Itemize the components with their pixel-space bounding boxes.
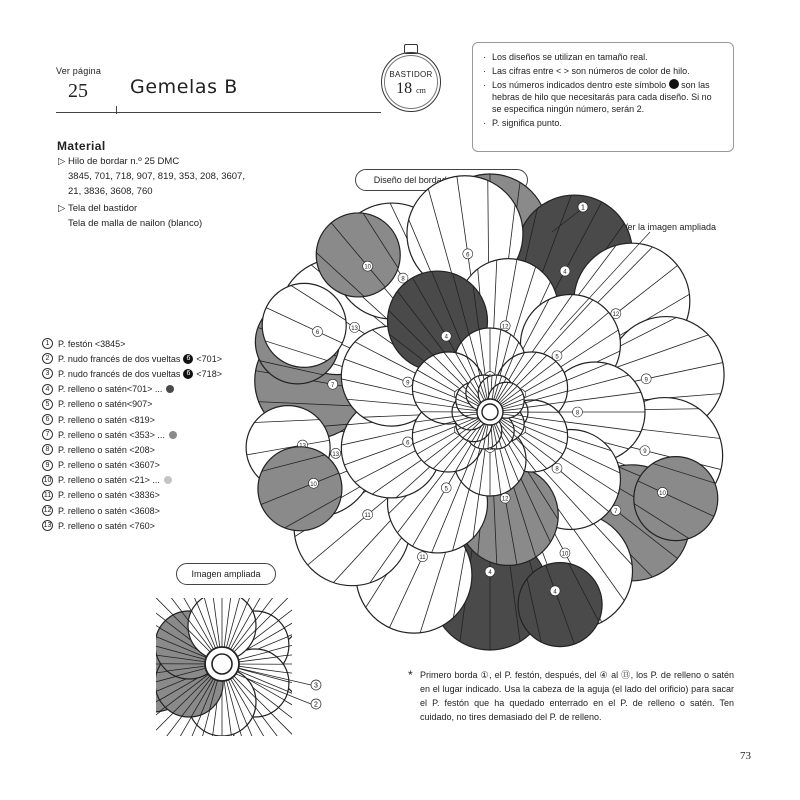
legend-color-code: <701> <box>196 353 222 364</box>
material-thread-label: Hilo de bordar n.º 25 DMC <box>68 156 180 167</box>
svg-text:12: 12 <box>612 312 620 319</box>
legend-number-icon: 10 <box>43 476 52 484</box>
svg-text:10: 10 <box>659 490 666 497</box>
svg-text:6: 6 <box>315 330 320 337</box>
hoop-size-unit: cm <box>416 86 426 95</box>
triangle-bullet-icon: ▷ <box>58 156 66 167</box>
svg-text:12: 12 <box>486 445 494 452</box>
svg-text:4: 4 <box>488 570 492 577</box>
material-fabric-label: Tela del bastidor <box>68 203 138 214</box>
material-fabric-value: Tela de malla de nailon (blanco) <box>68 218 203 229</box>
legend-number-icon: 5 <box>42 399 53 410</box>
legend-text: P. relleno o satén<907> <box>58 399 153 410</box>
legend-number-icon: 13 <box>43 522 52 530</box>
material-title: Material <box>57 139 106 153</box>
svg-text:4: 4 <box>553 589 557 596</box>
svg-text:10: 10 <box>364 264 372 271</box>
see-page-number[interactable]: 25 <box>68 80 88 102</box>
svg-text:13: 13 <box>332 451 340 458</box>
legend-text: P. relleno o satén <3836> <box>58 490 160 501</box>
legend-text: P. nudo francés de dos vueltas <box>58 368 181 379</box>
actual-size-label: Diseño del bordado a tamaño real <box>355 169 528 191</box>
page-title: Gemelas B <box>130 76 238 98</box>
svg-text:5: 5 <box>444 486 448 493</box>
svg-text:10: 10 <box>310 481 317 488</box>
page-number: 73 <box>740 750 751 762</box>
svg-text:10: 10 <box>561 551 569 558</box>
legend-text: P. nudo francés de dos vueltas <box>58 353 181 364</box>
svg-text:12: 12 <box>501 496 509 503</box>
flower-center-ring <box>482 404 498 420</box>
svg-text:11: 11 <box>419 555 426 562</box>
svg-text:12: 12 <box>501 324 509 331</box>
material-thread-colors-1: 3845, 701, 718, 907, 819, 353, 208, 3607, <box>68 171 245 182</box>
hoop-size-value: 18 <box>396 80 413 97</box>
svg-text:5: 5 <box>555 354 559 361</box>
legend-text: P. relleno o satén <208> <box>58 444 155 455</box>
legend-number-icon: 1 <box>42 338 53 349</box>
svg-text:6: 6 <box>406 440 410 447</box>
petal <box>0 383 222 800</box>
svg-text:13: 13 <box>351 325 358 332</box>
note-item: · Las cifras entre < > son números de color de hilo. <box>483 65 723 77</box>
svg-text:9: 9 <box>406 380 410 387</box>
hoop-label: BASTIDOR <box>389 70 433 79</box>
legend-number-icon: 7 <box>42 429 53 440</box>
legend-text: P. relleno o satén <760> <box>58 520 155 531</box>
legend-number-icon: 2 <box>42 353 53 364</box>
legend-number-icon: 6 <box>42 414 53 425</box>
material-thread-colors-2: 21, 3836, 3608, 760 <box>68 186 153 197</box>
svg-text:8: 8 <box>401 276 405 283</box>
legend-text: P. relleno o satén <21> ... <box>58 475 160 486</box>
asterisk-icon: * <box>408 668 413 682</box>
see-page-label: Ver página <box>56 66 102 76</box>
legend-number-icon: 12 <box>43 507 52 515</box>
svg-text:4: 4 <box>444 334 448 341</box>
legend-text: P. relleno o satén <819> <box>58 414 155 425</box>
note-item-text: Los números indicados dentro este símbolo <box>492 80 667 90</box>
enlarged-pointer-label[interactable]: Ver la imagen ampliada <box>622 222 717 232</box>
legend-number-icon: 8 <box>42 444 53 455</box>
legend-text: P. relleno o satén <353> ... <box>58 429 165 440</box>
legend-text: P. relleno o satén <3607> <box>58 460 160 471</box>
instructions-text: Primero borda ①, el P. festón, después, del ④ al ⑬, los P. de relleno o satén en el lugar indicado. Usa la cabeza de la aguja (el lado del orificio) para sacar el P. festón que ha quedado enterrado en el P. de relleno o satén. Ten cuidado, no tires demasiado del P. de relleno. <box>420 670 734 722</box>
svg-text:4: 4 <box>563 269 567 276</box>
legend-number-icon: 9 <box>42 460 53 471</box>
svg-text:8: 8 <box>555 466 559 473</box>
svg-text:6: 6 <box>466 252 470 259</box>
legend-number-icon: 4 <box>42 384 53 395</box>
legend-text: P. relleno o satén <3608> <box>58 505 160 516</box>
note-item-text: son las hebras de hilo que necesitarás para cada diseño. Si no se especifica ningún número, serán 2. <box>492 80 712 114</box>
thread-count-badge: 6 <box>183 369 193 379</box>
note-item: · Los diseños se utilizan en tamaño real. <box>483 51 723 63</box>
legend-number-icon: 3 <box>42 368 53 379</box>
legend-text: P. festón <3845> <box>58 338 126 349</box>
svg-text:7: 7 <box>614 508 618 515</box>
enlarged-image-label: Imagen ampliada <box>176 563 276 585</box>
legend-number-icon: 11 <box>43 491 52 499</box>
svg-text:8: 8 <box>575 410 580 417</box>
legend-text: P. relleno o satén<701> ... <box>58 384 163 395</box>
callout-1-label: 1 <box>581 204 585 212</box>
svg-text:9: 9 <box>644 377 648 384</box>
svg-text:9: 9 <box>643 449 647 456</box>
callout-3-label: 3 <box>314 682 318 690</box>
svg-text:11: 11 <box>364 513 371 520</box>
svg-text:7: 7 <box>331 382 335 389</box>
triangle-bullet-icon: ▷ <box>58 203 66 214</box>
legend-color-code: <718> <box>196 368 222 379</box>
instructions <box>408 668 734 724</box>
note-item: · P. significa punto. <box>483 117 723 129</box>
thread-count-badge: 6 <box>183 354 193 364</box>
callout-2-label: 2 <box>314 701 318 709</box>
